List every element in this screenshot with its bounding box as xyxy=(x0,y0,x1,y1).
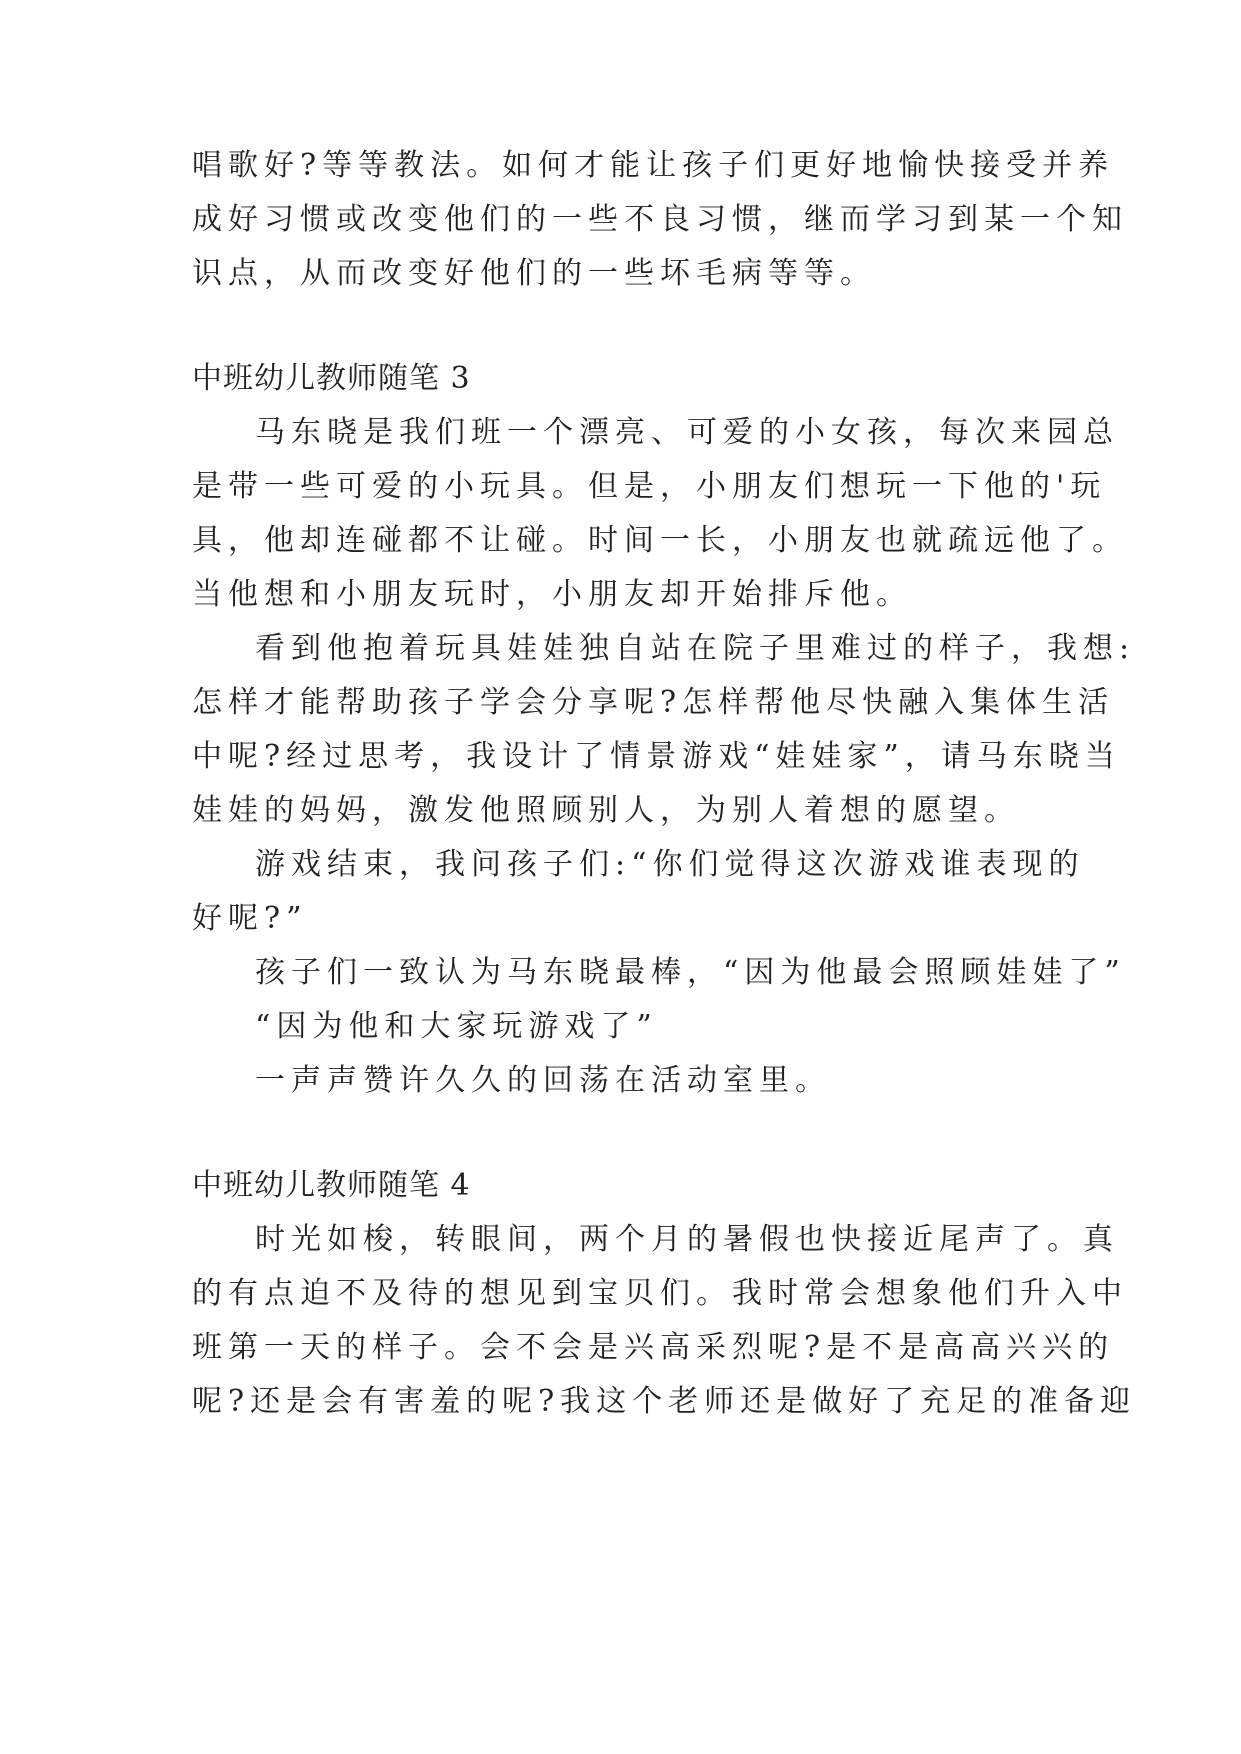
section-heading: 中班幼儿教师随笔 3 xyxy=(192,361,471,396)
section-heading: 中班幼儿教师随笔 4 xyxy=(192,1168,471,1203)
paragraph-line: 游戏结束，我问孩子们:“你们觉得这次游戏谁表现的 xyxy=(255,847,1085,882)
paragraph-line: 当他想和小朋友玩时，小朋友却开始排斥他。 xyxy=(192,577,912,612)
paragraph-line: 娃娃的妈妈，激发他照顾别人，为别人着想的愿望。 xyxy=(192,793,1020,828)
paragraph-line: 中呢?经过思考，我设计了情景游戏“娃娃家”，请马东晓当 xyxy=(192,739,1121,774)
paragraph-line: 识点，从而改变好他们的一些坏毛病等等。 xyxy=(192,256,876,291)
paragraph-line: 好呢?” xyxy=(192,901,308,936)
paragraph-line: 时光如梭，转眼间，两个月的暑假也快接近尾声了。真 xyxy=(255,1222,1119,1257)
paragraph-line: 是带一些可爱的小玩具。但是，小朋友们想玩一下他的'玩 xyxy=(192,469,1107,504)
paragraph-line: 具，他却连碰都不让碰。时间一长，小朋友也就疏远他了。 xyxy=(192,523,1128,558)
paragraph-line: 成好习惯或改变他们的一些不良习惯，继而学习到某一个知 xyxy=(192,202,1128,237)
paragraph-line: 一声声赞许久久的回荡在活动室里。 xyxy=(255,1063,831,1098)
paragraph-line: 的有点迫不及待的想见到宝贝们。我时常会想象他们升入中 xyxy=(192,1276,1128,1311)
paragraph-line: “因为他和大家玩游戏了” xyxy=(255,1009,658,1044)
paragraph-line: 怎样才能帮助孩子学会分享呢?怎样帮他尽快融入集体生活 xyxy=(192,685,1115,720)
paragraph-line: 唱歌好?等等教法。如何才能让孩子们更好地愉快接受并养 xyxy=(192,148,1115,183)
paragraph-line: 马东晓是我们班一个漂亮、可爱的小女孩，每次来园总 xyxy=(255,415,1119,450)
paragraph-line: 班第一天的样子。会不会是兴高采烈呢?是不是高高兴兴的 xyxy=(192,1330,1115,1365)
paragraph-line: 看到他抱着玩具娃娃独自站在院子里难过的样子，我想: xyxy=(255,631,1136,666)
paragraph-line: 呢?还是会有害羞的呢?我这个老师还是做好了充足的准备迎 xyxy=(192,1384,1137,1419)
paragraph-line: 孩子们一致认为马东晓最棒，“因为他最会照顾娃娃了” xyxy=(255,955,1126,990)
